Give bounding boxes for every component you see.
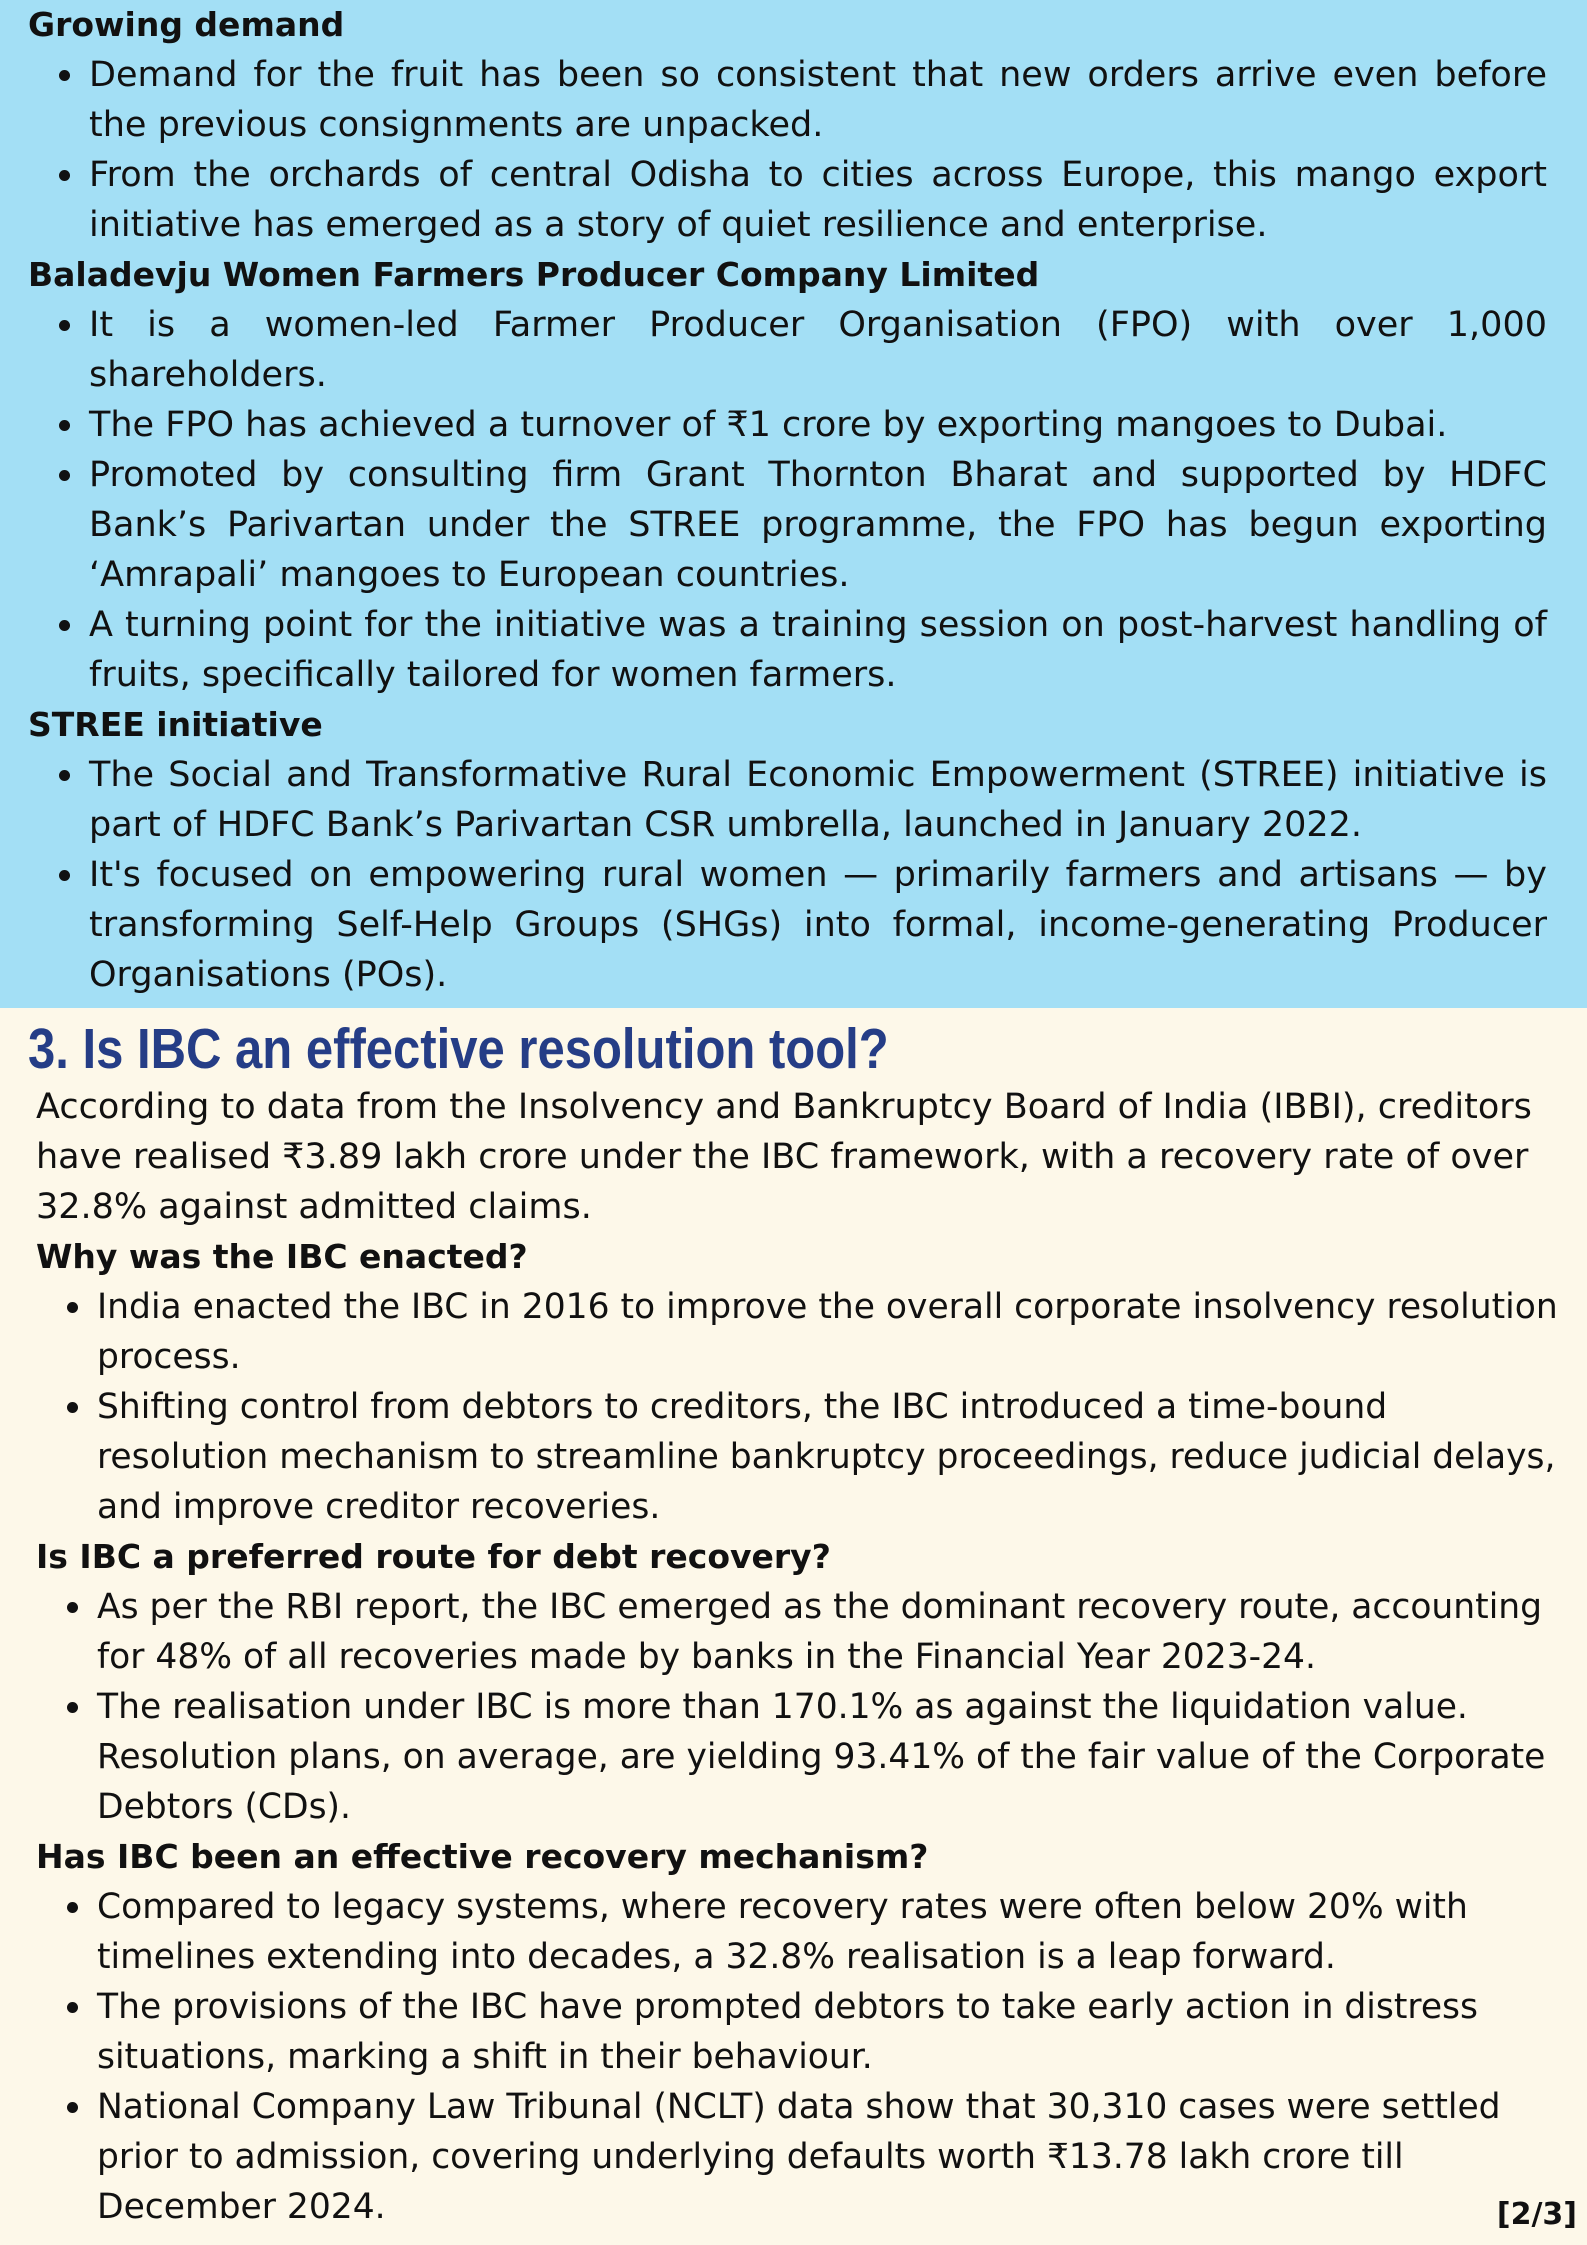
section-heading: STREE initiative bbox=[28, 705, 323, 744]
bullet-item: As per the RBI report, the IBC emerged as the dominant recovery route, accounting for 48% of all recoveries made by banks in the Financial Year 2023-24. bbox=[97, 1582, 1566, 1682]
bullet-item: The FPO has achieved a turnover of ₹1 crore by exporting mangoes to Dubai. bbox=[89, 400, 1547, 450]
section-heading: Why was the IBC enacted? bbox=[36, 1237, 528, 1276]
section-heading: Growing demand bbox=[28, 5, 345, 44]
section-stree-initiative bbox=[0, 700, 1587, 1000]
bullet-list bbox=[0, 750, 1587, 1000]
bullet-item: It is a women-led Farmer Producer Organisation (FPO) with over 1,000 shareholders. bbox=[89, 300, 1547, 400]
section-why-ibc-enacted bbox=[36, 1232, 1566, 1532]
section-heading: Is IBC a preferred route for debt recovery? bbox=[36, 1537, 831, 1576]
bullet-item: From the orchards of central Odisha to cities across Europe, this mango export initiative has emerged as a story of quiet resilience and enterprise. bbox=[89, 150, 1547, 250]
bullet-item: A turning point for the initiative was a training session on post-harvest handling of fruits, specifically tailored for women farmers. bbox=[89, 600, 1547, 700]
bullet-item: The Social and Transformative Rural Economic Empowerment (STREE) initiative is part of HDFC Bank’s Parivartan CSR umbrella, launched in January 2022. bbox=[89, 750, 1547, 850]
page-title: 3. Is IBC an effective resolution tool? bbox=[28, 1017, 889, 1081]
bullet-list bbox=[0, 50, 1587, 250]
bullet-item: The realisation under IBC is more than 170.1% as against the liquidation value. Resolution plans, on average, are yielding 93.41% of the fair value of the Corporate Debtors (CDs). bbox=[97, 1682, 1566, 1832]
bullet-item: Shifting control from debtors to creditors, the IBC introduced a time-bound resolution mechanism to streamline bankruptcy proceedings, reduce judicial delays, and improve creditor recoveries. bbox=[97, 1382, 1566, 1532]
intro-paragraph: According to data from the Insolvency and Bankruptcy Board of India (IBBI), creditors have realised ₹3.89 lakh crore under the IBC framework, with a recovery rate of over 32.8% against admitted claims. bbox=[36, 1087, 1532, 1227]
section-growing-demand bbox=[0, 0, 1587, 250]
section-heading: Has IBC been an effective recovery mechanism? bbox=[36, 1837, 929, 1876]
bullet-list bbox=[36, 1282, 1566, 1532]
section-effective-mechanism bbox=[36, 1832, 1566, 2232]
bullet-item: The provisions of the IBC have prompted debtors to take early action in distress situations, marking a shift in their behaviour. bbox=[97, 1982, 1566, 2082]
mango-export-panel bbox=[0, 0, 1587, 1008]
bullet-list bbox=[0, 300, 1587, 700]
bullet-item: Compared to legacy systems, where recovery rates were often below 20% with timelines extending into decades, a 32.8% realisation is a leap forward. bbox=[97, 1882, 1566, 1982]
ibc-panel bbox=[0, 1008, 1587, 2245]
section-baladevju-fpo bbox=[0, 250, 1587, 700]
section-preferred-route bbox=[36, 1532, 1566, 1832]
bullet-item: National Company Law Tribunal (NCLT) data show that 30,310 cases were settled prior to admission, covering underlying defaults worth ₹13.78 lakh crore till December 2024. bbox=[97, 2082, 1566, 2232]
bullet-item: India enacted the IBC in 2016 to improve the overall corporate insolvency resolution process. bbox=[97, 1282, 1566, 1382]
bullet-item: It's focused on empowering rural women — primarily farmers and artisans — by transforming Self-Help Groups (SHGs) into formal, income-generating Producer Organisations (POs). bbox=[89, 850, 1547, 1000]
section-heading: Baladevju Women Farmers Producer Company Limited bbox=[28, 255, 1040, 294]
bullet-item: Promoted by consulting firm Grant Thornton Bharat and supported by HDFC Bank’s Parivartan under the STREE programme, the FPO has begun exporting ‘Amrapali’ mangoes to European countries. bbox=[89, 450, 1547, 600]
bullet-list bbox=[36, 1582, 1566, 1832]
ibc-body bbox=[36, 1082, 1566, 2232]
page-number: [2/3] bbox=[1496, 2197, 1577, 2232]
bullet-list bbox=[36, 1882, 1566, 2232]
bullet-item: Demand for the fruit has been so consistent that new orders arrive even before the previous consignments are unpacked. bbox=[89, 50, 1547, 150]
